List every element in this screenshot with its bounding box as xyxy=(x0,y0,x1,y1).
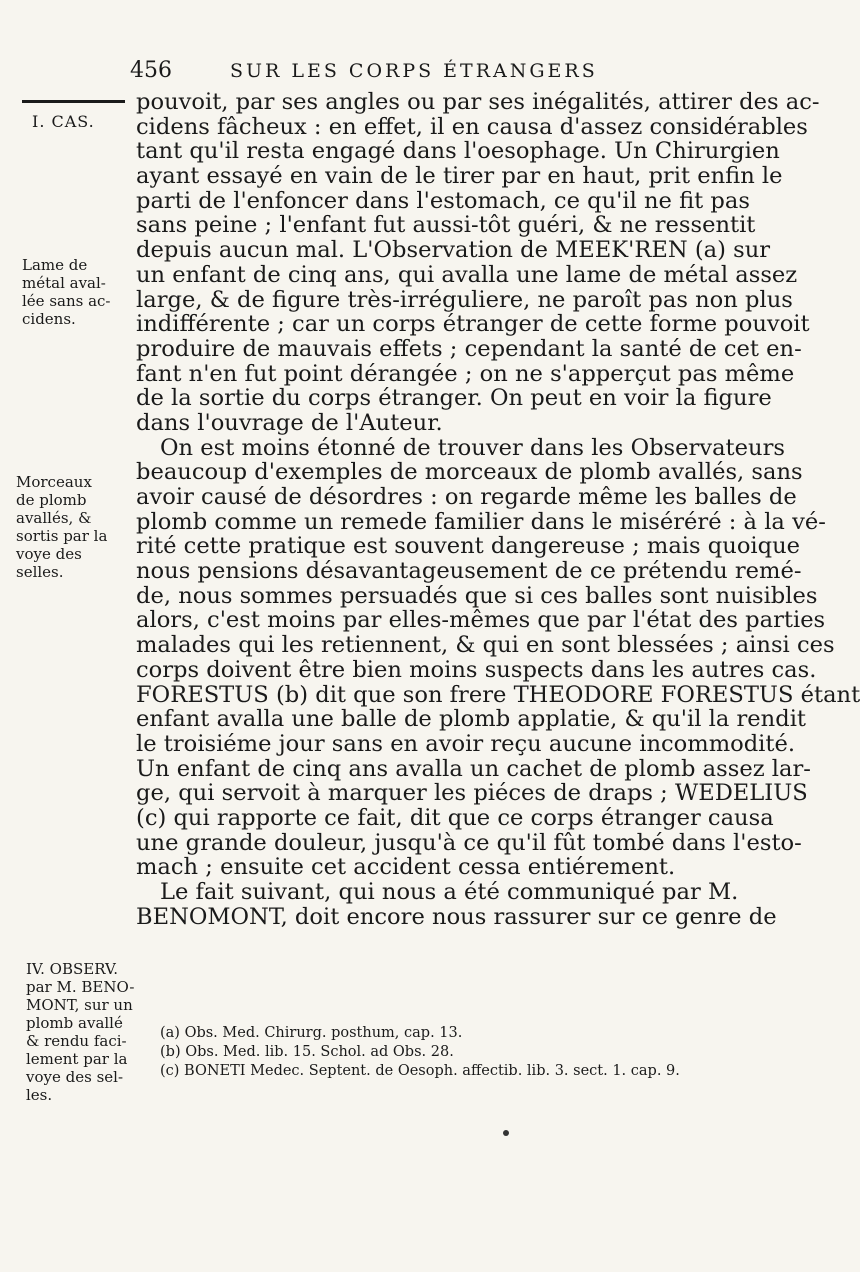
body-text xyxy=(136,89,860,930)
body-line: indifférente ; car un corps étranger de cette forme pouvoit xyxy=(136,311,810,338)
margin-rule xyxy=(22,100,125,103)
margin-note-line: Morceaux xyxy=(16,473,92,491)
body-line: le troisiéme jour sans en avoir reçu aucune incommodité. xyxy=(136,730,796,757)
margin-note-line: selles. xyxy=(16,563,64,581)
margin-note-line: IV. OBSERV. xyxy=(26,960,118,978)
body-line: ayant essayé en vain de le tirer par en haut, prit enfin le xyxy=(136,163,783,190)
body-line: produire de mauvais effets ; cependant la santé de cet en- xyxy=(136,335,802,362)
footnote: (b) Obs. Med. lib. 15. Schol. ad Obs. 28. xyxy=(160,1044,454,1060)
margin-note-line: de plomb xyxy=(16,491,87,509)
body-line: dans l'ouvrage de l'Auteur. xyxy=(136,409,443,436)
body-line: parti de l'enfoncer dans l'estomach, ce qu'il ne fit pas xyxy=(136,187,750,214)
body-line: une grande douleur, jusqu'à ce qu'il fût tombé dans l'esto- xyxy=(136,829,802,856)
body-line: mach ; ensuite cet accident cessa entiérement. xyxy=(136,854,676,881)
body-line: pouvoit, par ses angles ou par ses inégalités, attirer des ac- xyxy=(136,89,820,115)
margin-note-line: les. xyxy=(26,1086,53,1104)
body-line: fant n'en fut point dérangée ; on ne s'apperçut pas même xyxy=(136,360,795,387)
body-line: FORESTUS (b) dit que son frere THEODORE FORESTUS étant xyxy=(136,681,860,708)
margin-note-line: I. CAS. xyxy=(32,112,95,131)
body-line: ge, qui servoit à marquer les piéces de draps ; WEDELIUS xyxy=(136,780,808,807)
margin-note-line: MONT, sur un xyxy=(26,996,133,1014)
body-line: tant qu'il resta engagé dans l'oesophage. Un Chirurgien xyxy=(136,138,780,165)
margin-note-lame xyxy=(22,256,140,328)
body-line: Le fait suivant, qui nous a été communiqué par M. xyxy=(160,879,739,905)
body-line: avoir causé de désordres : on regarde même les balles de xyxy=(136,484,797,510)
body-line: (c) qui rapporte ce fait, dit que ce corps étranger causa xyxy=(136,804,774,831)
body-line: beaucoup d'exemples de morceaux de plomb avallés, sans xyxy=(136,459,803,486)
body-line: Un enfant de cinq ans avalla un cachet de plomb assez lar- xyxy=(136,755,811,782)
body-line: corps doivent être bien moins suspects dans les autres cas. xyxy=(136,656,817,683)
body-line: alors, c'est moins par elles-mêmes que par l'état des parties xyxy=(136,607,826,634)
body-line: de la sortie du corps étranger. On peut en voir la figure xyxy=(136,385,772,412)
margin-note-line: métal aval- xyxy=(22,274,106,292)
margin-note-line: par M. BENO- xyxy=(26,978,135,996)
margin-note-line: avallés, & xyxy=(16,509,92,527)
margin-note-morceaux xyxy=(16,473,134,581)
body-line: rité cette pratique est souvent dangereuse ; mais quoique xyxy=(136,533,801,560)
margin-note-line: plomb avallé xyxy=(26,1014,123,1032)
margin-note-line: lée sans ac- xyxy=(22,292,111,310)
body-line: malades qui les retiennent, & qui en sont blessées ; ainsi ces xyxy=(136,632,835,659)
body-line: plomb comme un remede familier dans le miséréré : à la vé- xyxy=(136,508,826,535)
margin-note-cas xyxy=(32,113,150,131)
body-line: sans peine ; l'enfant fut aussi-tôt guéri, & ne ressentit xyxy=(136,212,756,239)
margin-note-line: lement par la xyxy=(26,1050,128,1068)
running-title: SUR LES CORPS ÉTRANGERS xyxy=(230,60,598,82)
margin-note-line: voye des xyxy=(16,545,82,563)
margin-note-line: voye des sel- xyxy=(26,1068,124,1086)
body-line: cidens fâcheux : en effet, il en causa d'assez considérables xyxy=(136,113,808,140)
margin-note-line: & rendu faci- xyxy=(26,1032,127,1050)
footnote: (a) Obs. Med. Chirurg. posthum, cap. 13. xyxy=(160,1025,463,1041)
footnotes xyxy=(160,1024,730,1081)
page-number: 456 xyxy=(130,58,172,83)
body-line: On est moins étonné de trouver dans les Observateurs xyxy=(160,434,785,461)
body-line: nous pensions désavantageusement de ce prétendu remé- xyxy=(136,558,802,585)
margin-note-line: sortis par la xyxy=(16,527,108,545)
body-line: de, nous sommes persuadés que si ces balles sont nuisibles xyxy=(136,582,818,609)
footnote: (c) BONETI Medec. Septent. de Oesoph. affectib. lib. 3. sect. 1. cap. 9. xyxy=(160,1063,680,1079)
margin-note-line: cidens. xyxy=(22,310,76,328)
body-line: depuis aucun mal. L'Observation de MEEK'REN (a) sur xyxy=(136,237,771,264)
page-header xyxy=(130,58,730,88)
body-line: BENOMONT, doit encore nous rassurer sur ce genre de xyxy=(136,903,777,930)
body-line: un enfant de cinq ans, qui avalla une lame de métal assez xyxy=(136,261,798,288)
margin-note-line: Lame de xyxy=(22,256,88,274)
ink-dot xyxy=(503,1130,509,1136)
body-line: large, & de figure très-irréguliere, ne paroît pas non plus xyxy=(136,286,793,313)
margin-note-observation xyxy=(26,960,144,1104)
body-line: enfant avalla une balle de plomb applatie, & qu'il la rendit xyxy=(136,706,807,733)
